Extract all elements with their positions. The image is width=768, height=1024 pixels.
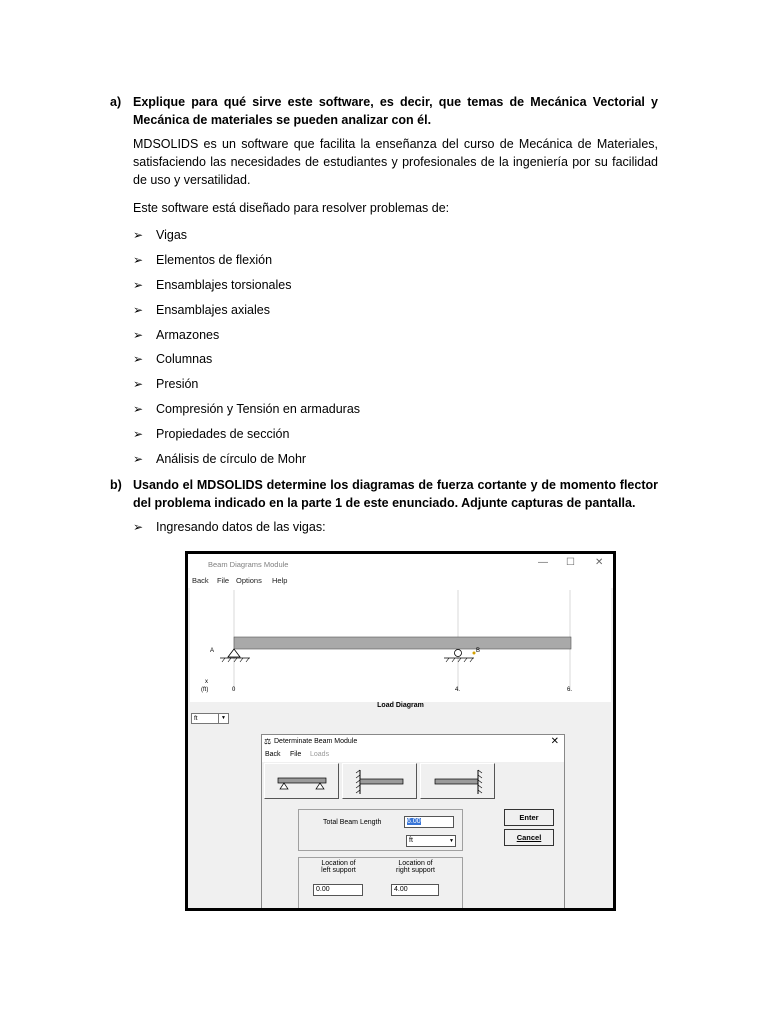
dialog-menu-loads[interactable]: Loads: [310, 751, 330, 758]
total-length-input[interactable]: 6.00: [404, 816, 454, 828]
simply-supported-beam-icon: [265, 764, 340, 800]
menu-options[interactable]: Options: [236, 576, 262, 585]
arrow-bullet-icon: ➢: [133, 277, 144, 292]
list-item: ➢ Compresión y Tensión en armaduras: [133, 402, 361, 417]
list-item: ➢ Ensamblajes axiales: [133, 302, 270, 317]
axis-x-label: x: [205, 679, 208, 685]
cantilever-left-icon: [343, 764, 418, 800]
left-support-input[interactable]: 0.00: [313, 884, 363, 896]
dialog-close-button[interactable]: ✕: [550, 736, 559, 747]
menu-back[interactable]: Back: [192, 576, 209, 585]
list-item: ➢ Propiedades de sección: [133, 427, 290, 442]
arrow-bullet-icon: ➢: [133, 252, 144, 267]
bullet-data-entry: ➢ Ingresando datos de las vigas:: [133, 520, 326, 534]
question-a-text: Explique para qué sirve este software, es decir, que temas de Mecánica Vectorial y Mecánica de materiales se pueden analizar con él.: [133, 95, 658, 127]
window-titlebar: [188, 554, 613, 574]
arrow-bullet-icon: ➢: [133, 402, 144, 417]
arrow-bullet-icon: ➢: [133, 302, 144, 317]
question-b-text: Usando el MDSOLIDS determine los diagramas de fuerza cortante y de momento flector del problema indicado en la parte 1 de este enunciado. Adjunte capturas de pantalla.: [133, 478, 658, 510]
minimize-button[interactable]: —: [538, 557, 548, 568]
arrow-bullet-icon: ➢: [133, 228, 144, 242]
app-icon: ⚖: [264, 737, 272, 746]
list-item: ➢ Armazones: [133, 327, 220, 342]
list-item: ➢ Elementos de flexión: [133, 252, 273, 267]
length-unit-select[interactable]: ft ▼: [406, 835, 456, 847]
load-diagram-caption: Load Diagram: [377, 702, 424, 709]
roller-support-icon: [444, 650, 476, 663]
arrow-bullet-icon: ➢: [133, 352, 144, 367]
enter-button[interactable]: Enter: [504, 809, 554, 826]
dialog-titlebar: [262, 735, 564, 750]
menu-file[interactable]: File: [217, 576, 230, 585]
list-item: ➢ Ensamblajes torsionales: [133, 277, 292, 292]
paragraph-intro: MDSOLIDS es un software que facilita la enseñanza del curso de Mecánica de Materiales, satisfaciendo las necesidades de estudiantes y profesionales de la ingeniería por su facilidad de uso y versatilidad.: [133, 137, 658, 187]
list-item: ➢ Presión: [133, 377, 199, 392]
arrow-bullet-icon: ➢: [133, 520, 144, 534]
determinate-beam-dialog: [261, 734, 565, 908]
software-screenshot: [185, 551, 616, 911]
arrow-bullet-icon: ➢: [133, 327, 144, 342]
beam-diagrams-window: [188, 554, 613, 908]
pin-support-icon: [220, 649, 250, 662]
question-a: [110, 93, 658, 129]
maximize-button[interactable]: ☐: [566, 557, 575, 568]
fixed-right-beam-button[interactable]: [420, 763, 495, 799]
arrow-bullet-icon: ➢: [133, 377, 144, 392]
dialog-menubar: [262, 750, 564, 762]
list-item: ➢ Análisis de círculo de Mohr: [133, 452, 307, 467]
unit-select[interactable]: ft ▼: [191, 713, 229, 724]
dialog-title: Determinate Beam Module: [274, 738, 358, 745]
dialog-menu-back[interactable]: Back: [265, 751, 281, 758]
support-b-label: B: [476, 648, 481, 654]
list-item: ➢ Columnas: [133, 352, 213, 367]
axis-unit-label: (ft): [201, 687, 209, 693]
beam-bar: [234, 637, 571, 649]
left-support-label: Location of left support: [321, 860, 356, 874]
question-a-label: a): [110, 95, 122, 109]
arrow-bullet-icon: ➢: [133, 427, 144, 442]
tick-label: 0: [232, 687, 236, 693]
support-a-label: A: [210, 648, 215, 654]
dialog-menu-file[interactable]: File: [290, 751, 302, 758]
simply-supported-beam-button[interactable]: [264, 763, 339, 799]
load-diagram-canvas: [190, 588, 611, 702]
arrow-bullet-icon: ➢: [133, 452, 144, 467]
support-location-group: [298, 857, 463, 908]
list-item: ➢ Vigas: [133, 228, 188, 242]
window-title: Beam Diagrams Module: [208, 560, 289, 569]
question-b: [110, 476, 658, 512]
menu-help[interactable]: Help: [272, 576, 288, 585]
paragraph-list-intro: Este software está diseñado para resolver problemas de:: [133, 201, 450, 215]
tick-label: 6.: [567, 687, 573, 693]
window-menubar: [188, 574, 613, 588]
question-b-label: b): [110, 478, 122, 492]
fixed-left-beam-button[interactable]: [342, 763, 417, 799]
load-diagram-plot: [190, 588, 611, 702]
close-button[interactable]: ✕: [595, 557, 604, 568]
total-length-label: Total Beam Length: [323, 819, 382, 826]
beam-length-group: [298, 809, 463, 851]
chevron-down-icon: ▼: [449, 838, 454, 844]
bullet-list: [133, 226, 360, 475]
cancel-button[interactable]: Cancel: [504, 829, 554, 846]
right-support-input[interactable]: 4.00: [391, 884, 439, 896]
tick-label: 4.: [455, 687, 461, 693]
right-support-label: Location of right support: [396, 860, 435, 874]
cantilever-right-icon: [421, 764, 496, 800]
chevron-down-icon: ▼: [218, 714, 228, 723]
